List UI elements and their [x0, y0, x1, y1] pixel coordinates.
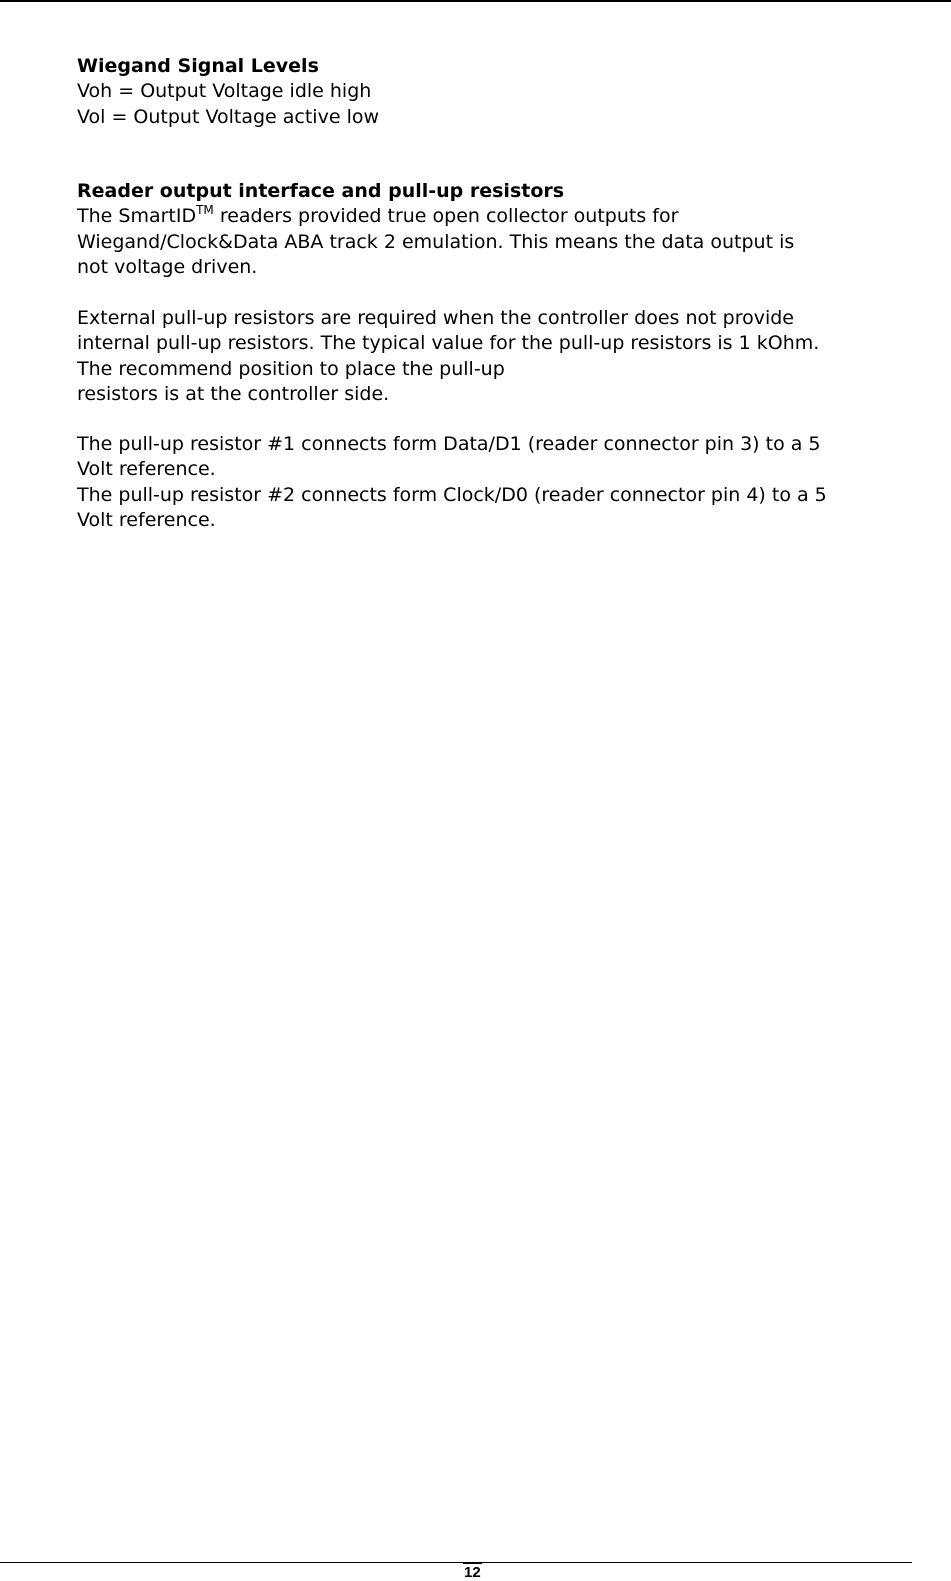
paragraph-2-line-3: The recommend position to place the pull-up — [77, 357, 505, 380]
reader-output-heading: Reader output interface and pull-up resistors — [77, 180, 565, 202]
paragraph-2-line-4: resistors is at the controller side. — [77, 382, 390, 405]
reader-output-section — [77, 179, 794, 280]
voh-definition: Voh = Output Voltage idle high — [77, 80, 372, 103]
wiegand-signal-levels-section — [77, 54, 379, 130]
paragraph-2-line-1: External pull-up resistors are required when the controller does not provide — [77, 307, 794, 329]
paragraph-3-line-2: Volt reference. — [77, 458, 216, 481]
paragraph-3-line-3: The pull-up resistor #2 connects form Clock/D0 (reader connector pin 4) to a 5 — [77, 483, 827, 506]
footer-rule — [0, 1562, 912, 1563]
paragraph-1-line-3: not voltage driven. — [77, 255, 258, 278]
smartid-text: The SmartID — [77, 205, 197, 228]
vol-definition: Vol = Output Voltage active low — [77, 105, 380, 128]
page-number: 12 — [464, 1564, 481, 1581]
trademark-superscript: TM — [196, 203, 214, 218]
paragraph-2-line-2: internal pull-up resistors. The typical value for the pull-up resistors is 1 kOhm. — [77, 332, 820, 355]
paragraph-1-line-2: Wiegand/Clock&Data ABA track 2 emulation. This means the data output is — [77, 230, 795, 253]
paragraph-3-line-1: The pull-up resistor #1 connects form Data/D1 (reader connector pin 3) to a 5 — [77, 433, 821, 455]
paragraph-3 — [77, 432, 827, 533]
wiegand-heading: Wiegand Signal Levels — [77, 55, 319, 77]
top-rule — [0, 0, 951, 2]
paragraph-1-line-1 — [77, 204, 794, 229]
paragraph-1-line-1-rest: readers provided true open collector outputs for — [213, 205, 679, 228]
paragraph-2 — [77, 306, 819, 407]
paragraph-3-line-4: Volt reference. — [77, 508, 216, 531]
